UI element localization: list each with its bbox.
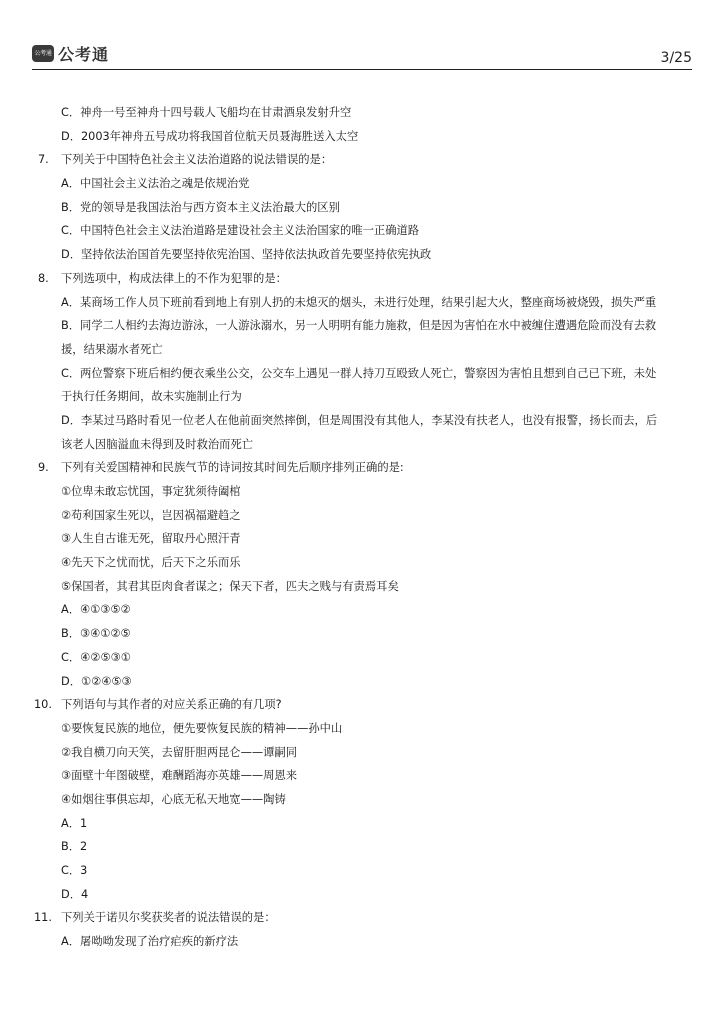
question-stem xyxy=(0,267,724,291)
page-header xyxy=(32,40,692,68)
text-line xyxy=(0,219,724,243)
line-text: C．3 xyxy=(61,864,88,877)
line-text: A．某商场工作人员下班前看到地上有别人扔的未熄灭的烟头，未进行处理，结果引起大火，整座商场被烧毁，损失严重 xyxy=(61,295,657,309)
question-stem xyxy=(0,906,724,930)
line-text: 于执行任务期间，故未实施制止行为 xyxy=(61,390,242,404)
text-line xyxy=(0,338,724,362)
text-line xyxy=(0,741,724,765)
text-line xyxy=(0,101,724,125)
line-text: 下列语句与其作者的对应关系正确的有几项? xyxy=(61,698,282,712)
text-line xyxy=(0,172,724,196)
text-line xyxy=(0,125,724,149)
text-line xyxy=(0,504,724,528)
logo xyxy=(32,42,109,65)
line-text: C．中国特色社会主义法治道路是建设社会主义法治国家的唯一正确道路 xyxy=(61,224,420,238)
text-line xyxy=(0,291,724,315)
logo-badge-icon: 公考通 xyxy=(32,45,54,62)
line-text: A．④①③⑤② xyxy=(61,603,131,617)
text-line xyxy=(0,314,724,338)
line-text: 援，结果溺水者死亡 xyxy=(61,342,163,356)
text-line xyxy=(0,859,724,883)
question-number: 9. xyxy=(38,461,49,475)
line-text: A．屠呦呦发现了治疗疟疾的新疗法 xyxy=(61,935,239,949)
text-line xyxy=(0,575,724,599)
text-line xyxy=(0,480,724,504)
line-text: 下列关于中国特色社会主义法治道路的说法错误的是： xyxy=(61,153,333,167)
line-text: ①要恢复民族的地位，便先要恢复民族的精神——孙中山 xyxy=(61,721,343,735)
line-text: 下列有关爱国精神和民族气节的诗词按其时间先后顺序排列正确的是: xyxy=(61,461,404,475)
text-line xyxy=(0,433,724,457)
question-stem xyxy=(0,693,724,717)
logo-text: 公考通 xyxy=(58,45,110,64)
text-line xyxy=(0,243,724,267)
text-line xyxy=(0,622,724,646)
question-number: 8. xyxy=(38,271,49,285)
text-line xyxy=(0,362,724,386)
text-line xyxy=(0,409,724,433)
text-line xyxy=(0,385,724,409)
line-text: B．同学二人相约去海边游泳，一人游泳溺水，另一人明明有能力施救，但是因为害怕在水中被缠住遭遇危险而没有去救 xyxy=(61,319,657,333)
text-line xyxy=(0,717,724,741)
text-line xyxy=(0,670,724,694)
question-number: 10. xyxy=(34,698,52,712)
text-line xyxy=(0,835,724,859)
text-line xyxy=(0,812,724,836)
text-line xyxy=(0,883,724,907)
line-text: ④如烟往事俱忘却，心底无私天地宽——陶铸 xyxy=(61,792,286,806)
text-line xyxy=(0,598,724,622)
line-text: A．中国社会主义法治之魂是依规治党 xyxy=(61,177,250,191)
line-text: B．2 xyxy=(61,840,88,854)
question-number: 7. xyxy=(38,153,49,167)
text-line xyxy=(0,551,724,575)
line-text: B．③④①②⑤ xyxy=(61,627,131,641)
question-number: 11. xyxy=(34,911,52,925)
header-divider xyxy=(32,69,692,70)
page-number: 3/25 xyxy=(660,50,692,66)
line-text: ⑤保国者，其君其臣肉食者谋之；保天下者，匹夫之贱与有责焉耳矣 xyxy=(61,579,399,593)
line-text: C．两位警察下班后相约便衣乘坐公交，公交车上遇见一群人持刀互殴致人死亡，警察因为害怕且想到自己已下班，未处 xyxy=(61,366,657,380)
line-text: D．坚持依法治国首先要坚持依宪治国、坚持依法执政首先要坚持依宪执政 xyxy=(61,248,432,262)
text-line xyxy=(0,764,724,788)
line-text: D．4 xyxy=(61,887,89,901)
line-text: ①位卑未敢忘忧国，事定犹须待阖棺 xyxy=(61,485,241,498)
document-body xyxy=(0,101,724,954)
line-text: A．1 xyxy=(61,816,88,830)
line-text: C．神舟一号至神舟十四号载人飞船均在甘肃酒泉发射升空 xyxy=(61,106,352,119)
line-text: ③面壁十年图破壁，难酬蹈海亦英雄——周恩来 xyxy=(61,769,298,783)
text-line xyxy=(0,788,724,812)
question-stem xyxy=(0,148,724,172)
text-line xyxy=(0,527,724,551)
line-text: ④先天下之忧而忧，后天下之乐而乐 xyxy=(61,556,241,570)
line-text: C．④②⑤③① xyxy=(61,650,131,664)
line-text: ②苟利国家生死以，岂因祸福避趋之 xyxy=(61,508,241,522)
line-text: 下列关于诺贝尔奖获奖者的说法错误的是： xyxy=(61,911,276,925)
line-text: B．党的领导是我国法治与西方资本主义法治最大的区别 xyxy=(61,200,340,214)
line-text: D．2003年神舟五号成功将我国首位航天员聂海胜送入太空 xyxy=(61,129,359,143)
line-text: ③人生自古谁无死，留取丹心照汗青 xyxy=(61,532,241,546)
line-text: D．①②④⑤③ xyxy=(61,674,132,688)
line-text: D．李某过马路时看见一位老人在他前面突然摔倒，但是周围没有其他人，李某没有扶老人，也没有报警，扬长而去，后 xyxy=(61,413,658,427)
text-line xyxy=(0,930,724,954)
line-text: 下列选项中，构成法律上的不作为犯罪的是： xyxy=(61,271,287,285)
text-line xyxy=(0,646,724,670)
question-stem xyxy=(0,456,724,480)
text-line xyxy=(0,196,724,220)
line-text: ②我自横刀向天笑，去留肝胆两昆仑——谭嗣同 xyxy=(61,745,298,759)
line-text: 该老人因脑溢血未得到及时救治而死亡 xyxy=(61,437,254,451)
